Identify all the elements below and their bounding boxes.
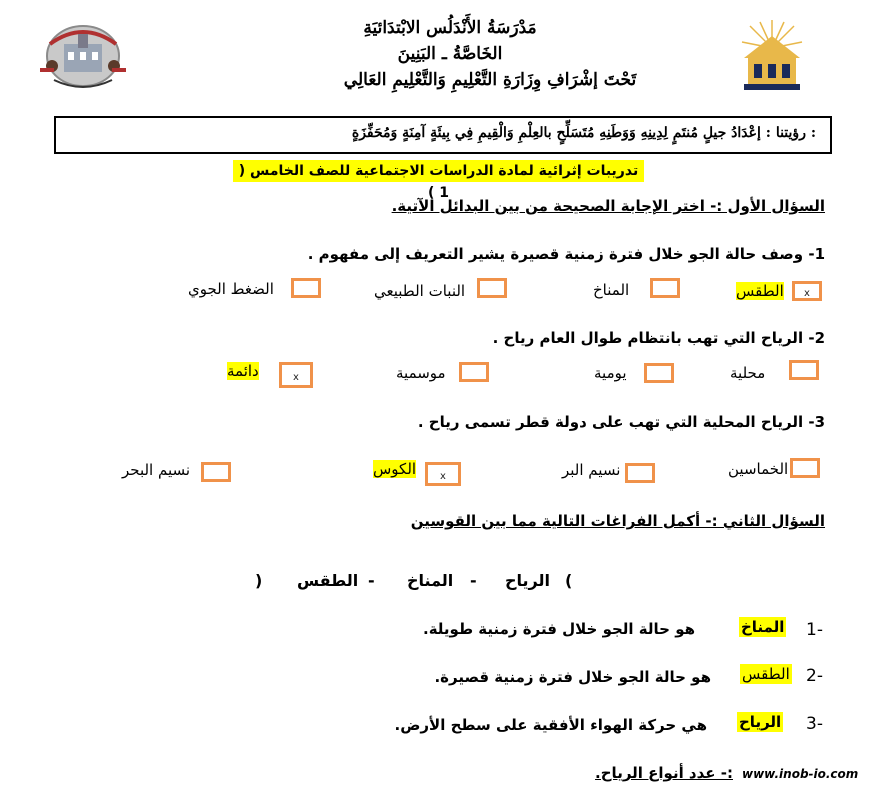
- word-bank-open: (: [565, 571, 573, 590]
- option-label: الخماسين: [728, 460, 789, 478]
- word-bank-word: الرياح: [505, 571, 550, 590]
- vision-text: : رؤيتنا : إعْدَادُ جيلٍ مُنتَمٍ لِدِينِهِ وَوَطَنِهِ مُتَسَلِّحٍ بالعِلْمِ وَالْقِيمِ فِي بِيئَةٍ آمِنَةٍ وَمُحَفِّزَةٍ: [351, 125, 816, 141]
- option-checkbox[interactable]: [789, 360, 819, 380]
- option-checkbox[interactable]: [477, 278, 507, 298]
- question-2: [493, 329, 825, 347]
- fill-item-text: هو حالة الجو خلال فترة زمنية طويلة.: [423, 620, 695, 638]
- question-1: [308, 245, 825, 263]
- word-bank-word: المناخ: [407, 571, 454, 590]
- option-label: الطقس: [736, 282, 784, 300]
- school-crest-logo: [38, 22, 128, 97]
- vision-box: [54, 116, 832, 154]
- option-label: نسيم البحر: [122, 461, 191, 479]
- check-mark: x: [293, 372, 299, 383]
- option-label: المناخ: [593, 281, 630, 299]
- worksheet-title: تدريبات إثرائية لمادة الدراسات الاجتماعية للصف الخامس ( 1 ): [233, 160, 644, 182]
- option-checkbox[interactable]: [291, 278, 321, 298]
- option-label: يومية: [594, 364, 627, 382]
- option-label: الكوس: [373, 460, 417, 478]
- word-bank-separator: -: [368, 571, 375, 590]
- website-watermark: www.inob-io.com: [742, 767, 859, 781]
- word-bank-close: ): [255, 571, 263, 590]
- word-bank-word: الطقس: [297, 571, 359, 590]
- option-label: الضغط الجوي: [188, 280, 274, 298]
- option-checkbox[interactable]: [650, 278, 680, 298]
- option-label: محلية: [730, 364, 766, 382]
- question-3: [418, 413, 825, 431]
- option-checkbox[interactable]: [790, 458, 820, 478]
- fill-item-answer: الطقس: [742, 665, 790, 683]
- option-checkbox[interactable]: [644, 363, 674, 383]
- school-type: الخَاصَّةُ ـ البَنِينَ: [397, 44, 503, 64]
- option-checkbox[interactable]: [425, 462, 461, 486]
- option-checkbox[interactable]: [279, 362, 313, 388]
- option-label: النبات الطبيعي: [374, 282, 466, 300]
- check-mark: x: [804, 288, 810, 299]
- section3-heading: :- عدد أنواع الرياح.: [595, 764, 733, 782]
- fill-item-answer: الرياح: [739, 713, 782, 731]
- question-number: 2-: [808, 329, 825, 347]
- fill-item-answer: المناخ: [741, 618, 785, 636]
- option-checkbox[interactable]: [625, 463, 655, 483]
- question-text: الرياح التي تهب بانتظام طوال العام رياح .: [492, 329, 804, 347]
- question-text: وصف حالة الجو خلال فترة زمنية قصيرة يشير التعريف إلى مفهوم .: [307, 245, 804, 263]
- question-number: 1-: [808, 245, 825, 263]
- question-number: 3-: [808, 413, 825, 431]
- question-text: الرياح المحلية التي تهب على دولة قطر تسمى رياح .: [417, 413, 804, 431]
- ministry-supervision: تَحْتَ إشْرَافِ وِزَارَةِ التَّعْلِيمِ وَالتَّعْلِيمِ العَالِي: [343, 70, 637, 90]
- option-label: دائمة: [227, 362, 259, 380]
- section1-heading: السؤال الأول :- اختر الإجابة الصحيحة من بين البدائل الآتية.: [391, 197, 825, 215]
- option-checkbox[interactable]: [201, 462, 231, 482]
- school-name: مَدْرَسَةُ الأَنْدَلُس الابْتدَائيَةِ: [363, 18, 537, 38]
- fill-item-text: هو حالة الجو خلال فترة زمنية قصيرة.: [434, 668, 711, 686]
- word-bank-separator: -: [470, 571, 477, 590]
- option-label: موسمية: [396, 364, 446, 382]
- check-mark: x: [440, 471, 446, 482]
- andalus-house-logo: [738, 18, 806, 96]
- fill-item-number: 2-: [806, 666, 823, 686]
- option-label: نسيم البر: [562, 461, 621, 479]
- option-checkbox[interactable]: [459, 362, 489, 382]
- fill-item-text: هي حركة الهواء الأفقية على سطح الأرض.: [394, 716, 707, 734]
- option-checkbox[interactable]: [792, 281, 822, 301]
- section2-heading: السؤال الثاني :- أكمل الفراغات التالية مما بين القوسين: [410, 512, 825, 530]
- fill-item-number: 1-: [806, 620, 823, 640]
- fill-item-number: 3-: [806, 714, 823, 734]
